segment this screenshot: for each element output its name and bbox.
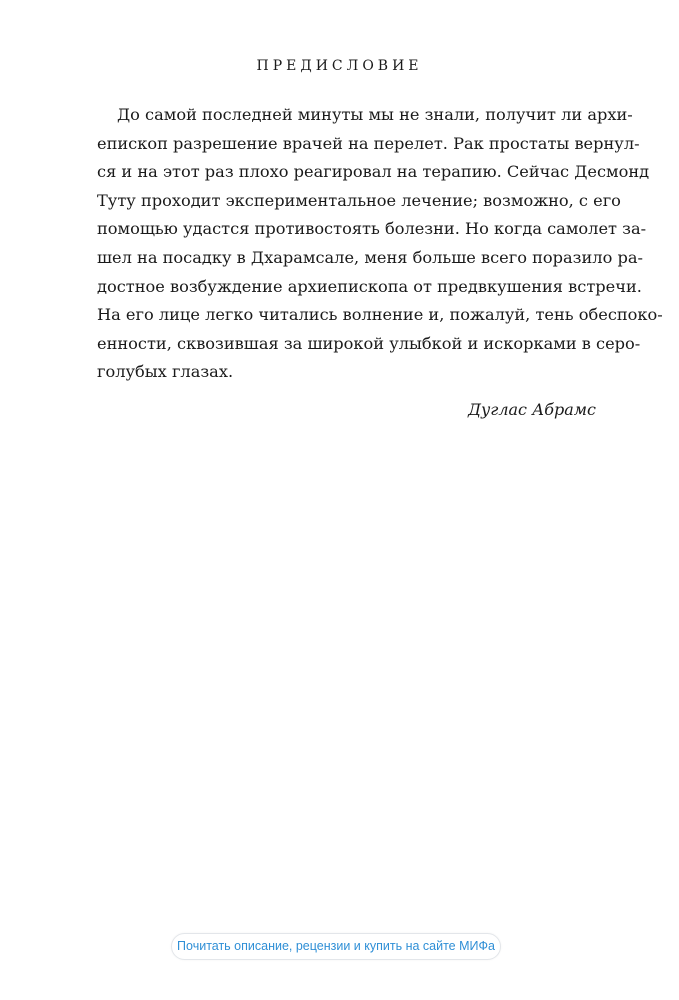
paragraph-line: ся и на этот раз плохо реагировал на терапию. Сейчас Десмонд	[97, 162, 650, 182]
mif-store-link[interactable]: Почитать описание, рецензии и купить на сайте МИФа	[171, 933, 501, 960]
paragraph-line: На его лице легко читались волнение и, пожалуй, тень обеспоко-	[97, 305, 663, 325]
paragraph-line: голубых глазах.	[97, 362, 234, 382]
paragraph-line: помощью удастся противостоять болезни. Но когда самолет за-	[97, 219, 647, 239]
author-signature: Дуглас Абрамс	[467, 400, 596, 419]
paragraph-line: епископ разрешение врачей на перелет. Рак простаты вернул-	[97, 133, 640, 153]
preface-paragraph	[97, 101, 663, 387]
chapter-heading: ПРЕДИСЛОВИЕ	[256, 58, 423, 74]
paragraph-line: До самой последней минуты мы не знали, получит ли архи-	[117, 105, 633, 124]
paragraph-line: енности, сквозившая за широкой улыбкой и искорками в серо-	[97, 333, 641, 353]
paragraph-line: Туту проходит экспериментальное лечение; возможно, с его	[97, 190, 621, 210]
paragraph-line: шел на посадку в Дхарамсале, меня больше всего поразило ра-	[97, 247, 643, 267]
paragraph-line: достное возбуждение архиепископа от предвкушения встречи.	[97, 276, 642, 296]
